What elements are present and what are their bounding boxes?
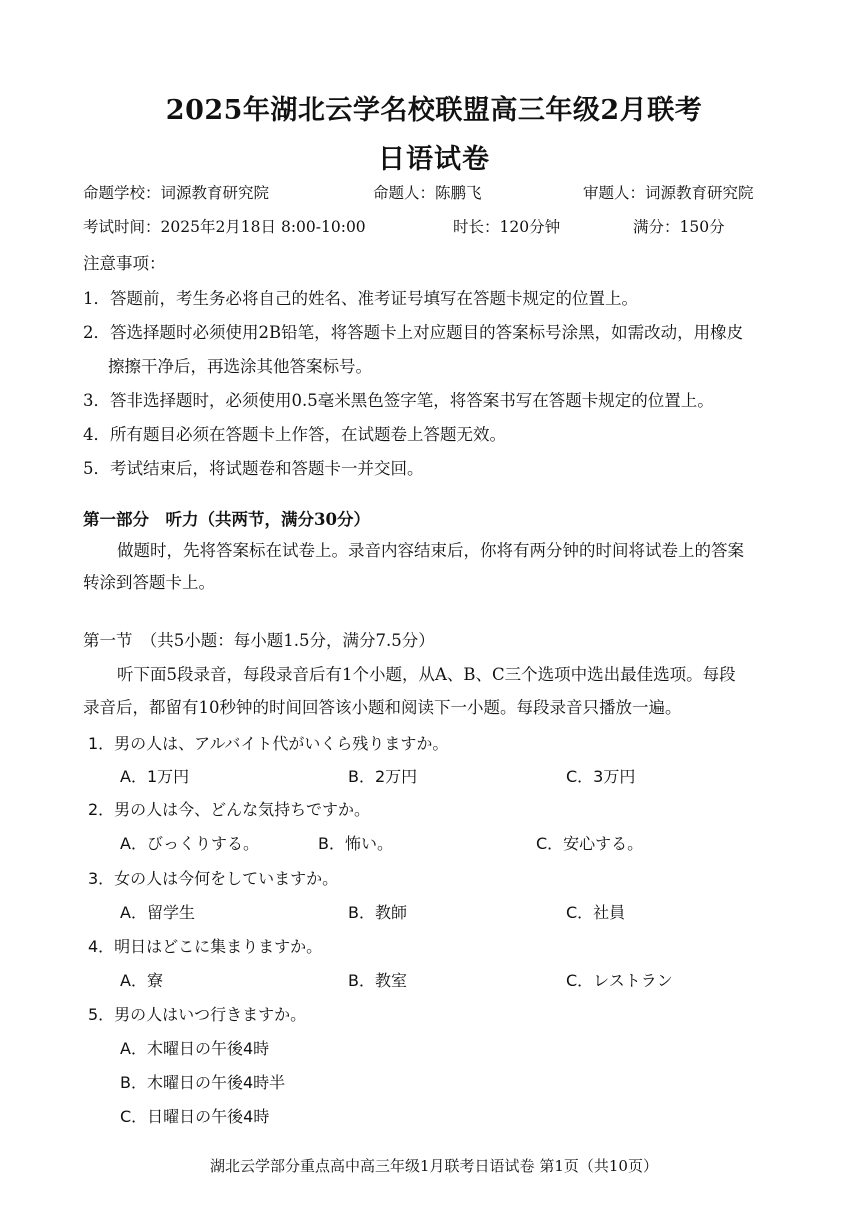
q5-option-b: B．木曜日の午後4時半 (120, 1073, 286, 1092)
q5-option-c: C．日曜日の午後4時 (120, 1107, 270, 1126)
q4-option-c: C．レストラン (566, 971, 673, 990)
exam-subtitle: 日语试卷 (378, 144, 490, 175)
question-4: 4．明日はどこに集まりますか。 (88, 937, 323, 956)
notice-item: 擦擦干净后，再选涂其他答案标号。 (108, 357, 372, 376)
q1-option-a: A．1万円 (120, 767, 190, 786)
q4-option-b: B．教室 (348, 971, 407, 990)
notice-item: 5．考试结束后，将试题卷和答题卡一并交回。 (83, 459, 424, 478)
part1-intro: 做题时，先将答案标在试卷上。录音内容结束后，你将有两分钟的时间将试卷上的答案 (117, 541, 744, 560)
meta-duration: 时长：120分钟 (453, 218, 561, 236)
meta-reviewer: 审题人：词源教育研究院 (583, 184, 754, 202)
question-1: 1．男の人は、アルバイト代がいくら残りますか。 (88, 734, 449, 753)
q2-option-b: B．怖い。 (318, 834, 393, 853)
q1-option-b: B．2万円 (348, 767, 418, 786)
notice-item: 2．答选择题时必须使用2B铅笔，将答题卡上对应题目的答案标号涂黑，如需改动，用橡皮 (83, 323, 744, 342)
q4-option-a: A．寮 (120, 971, 163, 990)
meta-school: 命题学校：词源教育研究院 (83, 184, 270, 202)
page-footer: 湖北云学部分重点高中高三年级1月联考日语试卷 第1页（共10页） (210, 1157, 658, 1175)
notice-item: 1．答题前，考生务必将自己的姓名、准考证号填写在答题卡规定的位置上。 (83, 289, 638, 308)
question-3: 3．女の人は今何をしていますか。 (88, 869, 339, 888)
part1-intro: 转涂到答题卡上。 (83, 573, 215, 592)
q2-option-c: C．安心する。 (536, 834, 644, 853)
question-2: 2．男の人は今、どんな気持ちですか。 (88, 800, 371, 819)
notice-item: 4．所有题目必须在答题卡上作答，在试题卷上答题无效。 (83, 425, 506, 444)
meta-time: 考试时间：2025年2月18日 8:00-10:00 (83, 218, 366, 236)
exam-title: 2025年湖北云学名校联盟高三年级2月联考 (165, 95, 703, 126)
section1-intro: 听下面5段录音，每段录音后有1个小题，从A、B、C三个选项中选出最佳选项。每段 (117, 665, 736, 684)
meta-score: 满分：150分 (633, 218, 725, 236)
notice-item: 3．答非选择题时，必须使用0.5毫米黑色签字笔，将答案书写在答题卡规定的位置上。 (83, 391, 714, 410)
q3-option-a: A．留学生 (120, 903, 195, 922)
notice-heading: 注意事项： (83, 254, 166, 273)
q3-option-b: B．教師 (348, 903, 407, 922)
section1-heading: 第一节 （共5小题：每小题1.5分，满分7.5分） (83, 631, 435, 650)
meta-author: 命题人：陈鹏飞 (373, 184, 482, 202)
q3-option-c: C．社員 (566, 903, 626, 922)
q5-option-a: A．木曜日の午後4時 (120, 1039, 270, 1058)
part1-heading: 第一部分 听力（共两节，满分30分） (83, 510, 370, 529)
q1-option-c: C．3万円 (566, 767, 636, 786)
section1-intro: 录音后，都留有10秒钟的时间回答该小题和阅读下一小题。每段录音只播放一遍。 (83, 698, 682, 717)
q2-option-a: A．びっくりする。 (120, 834, 259, 853)
question-5: 5．男の人はいつ行きますか。 (88, 1005, 307, 1024)
